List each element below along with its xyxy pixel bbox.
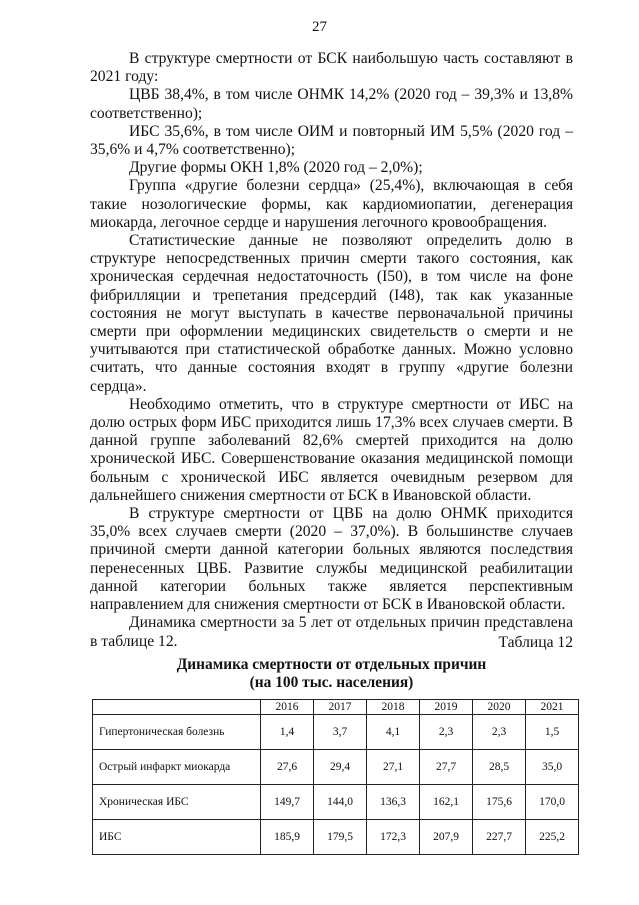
table-row	[93, 750, 579, 785]
table-cell: 149,7	[261, 785, 314, 820]
year-header: 2018	[367, 700, 420, 715]
paragraph: ИБС 35,6%, в том числе ОИМ и повторный ИМ 5,5% (2020 год – 35,6% и 4,7% соответственно);	[90, 122, 573, 159]
table-cell: 225,2	[526, 820, 579, 855]
table-title-line: Динамика смертности от отдельных причин	[176, 656, 487, 673]
table-cell: 162,1	[420, 785, 473, 820]
table-cell: 144,0	[314, 785, 367, 820]
table-cell: 4,1	[367, 715, 420, 750]
table-row	[93, 820, 579, 855]
paragraph: Группа «другие болезни сердца» (25,4%), включающая в себя такие нозологические формы, как кардиомиопатии, дегенерация миокарда, легочное сердце и нарушения легочного кровообращения.	[90, 177, 573, 231]
mortality-table	[92, 699, 579, 855]
table-cell: 28,5	[473, 750, 526, 785]
table-cell: 29,4	[314, 750, 367, 785]
table-cell: 170,0	[526, 785, 579, 820]
table-title	[90, 656, 573, 692]
table-cell: 3,7	[314, 715, 367, 750]
table-title-subline: (на 100 тыс. населения)	[249, 674, 414, 691]
table-cell: 27,6	[261, 750, 314, 785]
table-cell: 1,4	[261, 715, 314, 750]
row-label: Гипертоническая болезнь	[93, 715, 261, 750]
table-cell: 175,6	[473, 785, 526, 820]
paragraph: Другие формы ОКН 1,8% (2020 год – 2,0%);	[129, 159, 423, 177]
table-header-row	[93, 700, 579, 715]
table-cell: 172,3	[367, 820, 420, 855]
table-row	[93, 715, 579, 750]
table-cell: 1,5	[526, 715, 579, 750]
table-cell: 179,5	[314, 820, 367, 855]
table-cell: 185,9	[261, 820, 314, 855]
paragraph: Необходимо отметить, что в структуре смертности от ИБС на долю острых форм ИБС приходится лишь 17,3% всех случаев смерти. В данной группе заболеваний 82,6% смертей приходится на долю хронической ИБС. Совершенствование оказания медицинской помощи больным с хронической ИБС является очевидным резервом для дальнейшего снижения смертности от БСК в Ивановской области.	[90, 395, 573, 504]
table-label: Таблица 12	[498, 634, 573, 651]
year-header: 2020	[473, 700, 526, 715]
row-label: Острый инфаркт миокарда	[93, 750, 261, 785]
header-empty-cell	[93, 700, 261, 715]
table-cell: 27,1	[367, 750, 420, 785]
paragraph: Динамика смертности за 5 лет от отдельных причин представлена в таблице 12.	[90, 614, 573, 650]
paragraph: В структуре смертности от ЦВБ на долю ОНМК приходится 35,0% всех случаев смерти (2020 – 37,0%). В большинстве случаев причиной смерти данной категории больных являются последствия перенесенных ЦВБ. Развитие службы медицинской реабилитации данной категории больных также является перспективным направлением для снижения смертности от БСК в Ивановской области.	[90, 505, 573, 614]
table-cell: 2,3	[473, 715, 526, 750]
table-row	[93, 785, 579, 820]
table-cell: 2,3	[420, 715, 473, 750]
paragraph: В структуре смертности от БСК наибольшую часть составляют в 2021 году:	[90, 50, 573, 86]
row-label: Хроническая ИБС	[93, 785, 261, 820]
row-label: ИБС	[93, 820, 261, 855]
body-text	[90, 50, 573, 651]
table-cell: 207,9	[420, 820, 473, 855]
year-header: 2017	[314, 700, 367, 715]
table-cell: 227,7	[473, 820, 526, 855]
table-cell: 27,7	[420, 750, 473, 785]
table-cell: 136,3	[367, 785, 420, 820]
paragraph: Статистические данные не позволяют определить долю в структуре непосредственных причин смерти такого состояния, как хроническая сердечная недостаточность (I50), в том числе на фоне фибрилляции и трепетания предсердий (I48), так как указанные состояния не могут выступать в качестве первоначальной причины смерти при оформлении медицинских свидетельств о смерти и не учитываются при статистической обработке данных. Можно условно считать, что данные состояния входят в группу «другие болезни сердца».	[90, 232, 573, 395]
year-header: 2019	[420, 700, 473, 715]
paragraph: ЦВБ 38,4%, в том числе ОНМК 14,2% (2020 год – 39,3% и 13,8% соответственно);	[90, 86, 573, 122]
year-header: 2016	[261, 700, 314, 715]
table-cell: 35,0	[526, 750, 579, 785]
year-header: 2021	[526, 700, 579, 715]
page-number: 27	[312, 19, 327, 35]
